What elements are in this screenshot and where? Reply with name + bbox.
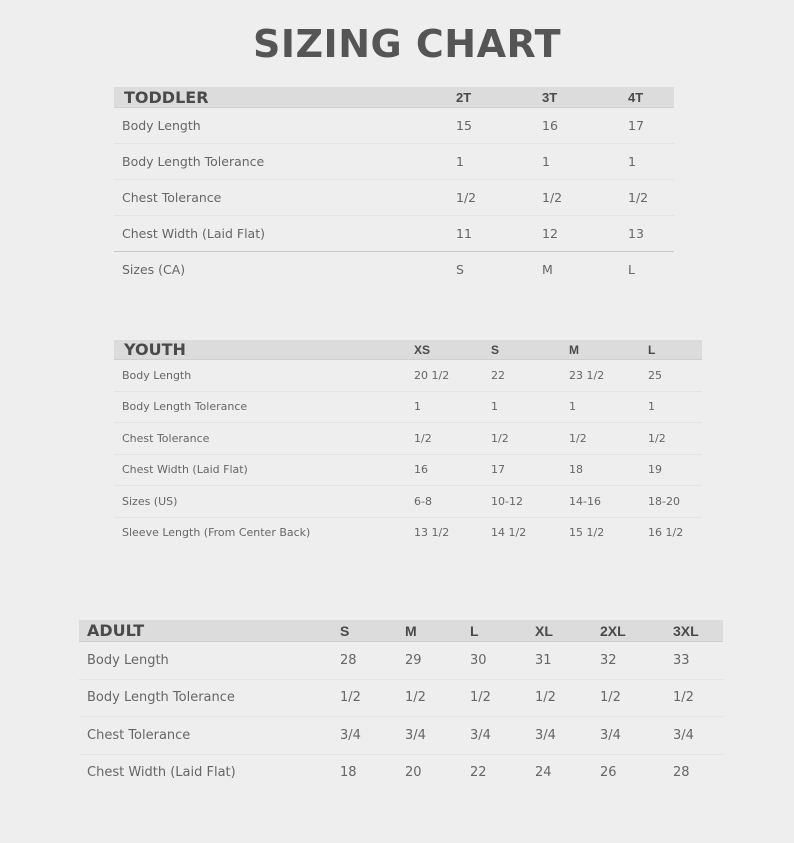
table-cell: 1/2: [491, 423, 569, 455]
table-cell: 1: [491, 391, 569, 423]
adult-header-row: [79, 620, 723, 642]
table-cell: 1: [542, 144, 628, 180]
table-row: [114, 252, 674, 288]
table-cell: 1: [569, 391, 648, 423]
table-cell: 24: [535, 765, 552, 781]
table-cell: 30: [470, 642, 535, 680]
table-cell: S: [456, 262, 464, 277]
table-cell: 22: [470, 765, 487, 781]
table-cell: 28: [340, 642, 405, 680]
table-cell: 15 1/2: [569, 526, 605, 540]
size-header: L: [470, 620, 535, 642]
table-cell: 3/4: [600, 717, 673, 755]
table-cell: 33: [673, 642, 723, 680]
table-row: [79, 717, 723, 755]
row-label: Chest Tolerance: [114, 180, 456, 216]
youth-size-table: [114, 340, 702, 548]
table-cell: 18-20: [648, 486, 702, 518]
table-row: [114, 180, 674, 216]
toddler-header-row: [114, 87, 674, 108]
table-cell: 22: [491, 360, 569, 392]
table-row: [79, 642, 723, 680]
table-cell: 6-8: [414, 486, 491, 518]
size-header: 3XL: [673, 620, 723, 642]
table-cell: 16: [414, 454, 491, 486]
size-header: L: [648, 340, 702, 360]
table-row: [79, 754, 723, 791]
table-cell: 1/2: [535, 679, 600, 717]
table-row: [114, 108, 674, 144]
table-cell: 31: [535, 642, 600, 680]
table-cell: 1/2: [542, 180, 628, 216]
table-cell: 11: [456, 216, 542, 252]
size-header: S: [340, 620, 405, 642]
table-cell: 28: [673, 765, 690, 781]
row-label: Body Length Tolerance: [114, 391, 414, 423]
table-cell: 14 1/2: [491, 526, 527, 540]
table-cell: 12: [542, 216, 628, 252]
table-cell: 32: [600, 642, 673, 680]
table-cell: 3/4: [405, 717, 470, 755]
table-cell: 3/4: [470, 717, 535, 755]
row-label: Body Length: [79, 642, 340, 680]
size-header: M: [405, 620, 470, 642]
size-header: S: [491, 340, 569, 360]
row-label: Chest Tolerance: [79, 717, 340, 755]
row-label: Body Length: [114, 108, 456, 144]
table-cell: 13 1/2: [414, 526, 450, 540]
youth-header-row: [114, 340, 702, 360]
table-cell: 1: [456, 144, 542, 180]
table-cell: 10-12: [491, 486, 569, 518]
table-cell: 16 1/2: [648, 526, 684, 540]
table-row: [114, 144, 674, 180]
table-row: [114, 517, 702, 548]
table-cell: 3/4: [673, 717, 723, 755]
size-header: 3T: [542, 87, 628, 108]
table-cell: 1/2: [405, 679, 470, 717]
table-cell: 23 1/2: [569, 360, 648, 392]
table-cell: 26: [600, 765, 617, 781]
size-header: 4T: [628, 87, 674, 108]
table-cell: 1/2: [569, 423, 648, 455]
adult-size-table: [79, 620, 723, 791]
table-cell: 1/2: [600, 679, 673, 717]
row-label: Sleeve Length (From Center Back): [122, 526, 311, 540]
table-cell: 20 1/2: [414, 360, 491, 392]
table-cell: 1: [628, 144, 674, 180]
table-cell: 1/2: [648, 423, 702, 455]
row-label: Body Length Tolerance: [114, 144, 456, 180]
table-cell: 16: [542, 108, 628, 144]
row-label: Sizes (US): [114, 486, 414, 518]
table-row: [79, 679, 723, 717]
table-cell: 17: [628, 108, 674, 144]
table-cell: 25: [648, 360, 702, 392]
table-cell: 15: [456, 108, 542, 144]
table-cell: 1: [414, 391, 491, 423]
section-heading: ADULT: [79, 620, 340, 642]
table-cell: L: [628, 262, 635, 277]
table-row: [114, 423, 702, 455]
table-cell: 14-16: [569, 486, 648, 518]
row-label: Chest Width (Laid Flat): [87, 765, 236, 781]
toddler-size-table: [114, 87, 674, 287]
row-label: Body Length: [114, 360, 414, 392]
table-row: [114, 360, 702, 392]
table-cell: 19: [648, 454, 702, 486]
table-row: [114, 391, 702, 423]
table-cell: M: [542, 262, 553, 277]
table-cell: 1/2: [470, 679, 535, 717]
table-cell: 18: [569, 454, 648, 486]
row-label: Chest Width (Laid Flat): [114, 454, 414, 486]
size-header: XS: [414, 340, 491, 360]
size-header: 2T: [456, 87, 542, 108]
table-cell: 17: [491, 454, 569, 486]
row-label: Chest Width (Laid Flat): [114, 216, 456, 252]
table-row: [114, 454, 702, 486]
table-row: [114, 486, 702, 518]
table-cell: 1/2: [673, 679, 723, 717]
table-cell: 1/2: [456, 180, 542, 216]
table-cell: 3/4: [535, 717, 600, 755]
row-label: Chest Tolerance: [114, 423, 414, 455]
size-header: 2XL: [600, 620, 673, 642]
table-cell: 1: [648, 391, 702, 423]
row-label: Body Length Tolerance: [79, 679, 340, 717]
table-cell: 3/4: [340, 717, 405, 755]
table-cell: 20: [405, 765, 422, 781]
section-heading: TODDLER: [114, 87, 456, 108]
table-cell: 1/2: [414, 423, 491, 455]
page-title: SIZING CHART: [253, 22, 561, 66]
table-cell: 1/2: [340, 679, 405, 717]
table-cell: 18: [340, 765, 357, 781]
size-header: XL: [535, 620, 600, 642]
table-cell: 13: [628, 216, 674, 252]
table-row: [114, 216, 674, 252]
size-header: M: [569, 340, 648, 360]
table-cell: 1/2: [628, 180, 674, 216]
section-heading: YOUTH: [114, 340, 414, 360]
table-cell: 29: [405, 642, 470, 680]
row-label: Sizes (CA): [122, 262, 186, 277]
